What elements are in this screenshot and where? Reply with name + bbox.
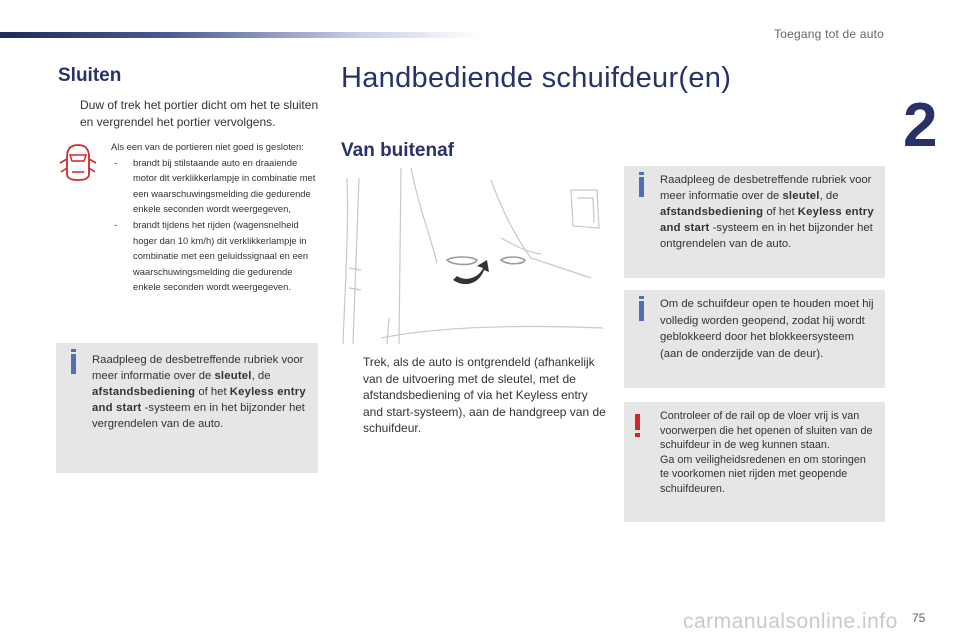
- chapter-number: 2: [903, 91, 938, 160]
- info-box-text: Raadpleeg de desbetreffende rubriek voor meer informatie over de sleutel, de afstandsbediening of het Keyless entry and start -systeem en in het bijzonder het ontgrendelen van de auto.: [660, 174, 874, 250]
- page-title: Handbediende schuifdeur(en): [341, 62, 732, 94]
- chapter-title: Toegang tot de auto: [774, 27, 884, 41]
- info-box-hold-open: [624, 290, 885, 388]
- note-item: - brandt tijdens het rijden (wagensnelheid hoger dan 10 km/h) dit verklikkerlampje in combinatie met een geluidssignaal en een waarschuwingsmelding die gedurende enkele seconden wordt weergegeven.: [111, 217, 321, 295]
- info-icon: [71, 354, 76, 374]
- note-list: [111, 155, 321, 295]
- note-intro: Als een van de portieren niet goed is gesloten:: [111, 141, 304, 152]
- step-pull-handle: [341, 354, 607, 437]
- step-close-door: [58, 97, 320, 130]
- section-title-sluiten: Sluiten: [58, 65, 122, 86]
- header-gradient-bar: [0, 32, 480, 38]
- page-number: 75: [912, 611, 926, 625]
- keyword-keyless: Keyless entry and start: [92, 386, 306, 414]
- warning-icon: [635, 414, 640, 430]
- note-item: - brandt bij stilstaande auto en draaiende motor dit verklikkerlampje in combinatie met een waarschuwingsmelding die gedurende enkele seconden wordt weergegeven,: [111, 155, 321, 217]
- keyword-sleutel: sleutel: [782, 190, 820, 202]
- info-box-text: Om de schuifdeur open te houden moet hij volledig worden geopend, zodat hij wordt geblokkeerd door het blokkeersysteem (aan de onderzijde van de deur).: [660, 298, 874, 360]
- warning-box-text: Controleer of de rail op de vloer vrij is van voorwerpen die het openen of sluiten van de schuifdeur in de weg kunnen staan. Ga om veiligheidsredenen en om storingen te voorkomen niet rijden met geopende schuifdeuren.: [660, 410, 873, 495]
- watermark: carmanualsonline.info: [683, 610, 898, 633]
- keyword-afstandsbediening: afstandsbediening: [92, 386, 196, 398]
- section-title-van-buitenaf: Van buitenaf: [341, 140, 454, 161]
- info-box-locking: [56, 343, 318, 473]
- keyword-keyless: Keyless entry and start: [660, 206, 874, 234]
- warning-box-rail: [624, 402, 885, 522]
- sliding-door-handle-illustration: [341, 168, 603, 344]
- info-icon: [639, 301, 644, 321]
- info-icon: [639, 177, 644, 197]
- door-open-warning-lamp-icon: [58, 141, 98, 183]
- keyword-afstandsbediening: afstandsbediening: [660, 206, 764, 218]
- info-box-unlocking: [624, 166, 885, 278]
- step-text: Trek, als de auto is ontgrendeld (afhankelijk van de uitvoering met de sleutel, met de afstandsbediening of via het Keyless entry and start-systeem), aan de handgreep van de schuifdeur.: [363, 355, 606, 435]
- step-text: Duw of trek het portier dicht om het te sluiten en vergrendel het portier vervolgens.: [80, 98, 319, 129]
- keyword-sleutel: sleutel: [214, 370, 252, 382]
- info-box-text: Raadpleeg de desbetreffende rubriek voor meer informatie over de sleutel, de afstandsbediening of het Keyless entry and start -systeem en in het bijzonder het vergrendelen van de auto.: [92, 354, 306, 430]
- door-warning-note: [111, 139, 321, 295]
